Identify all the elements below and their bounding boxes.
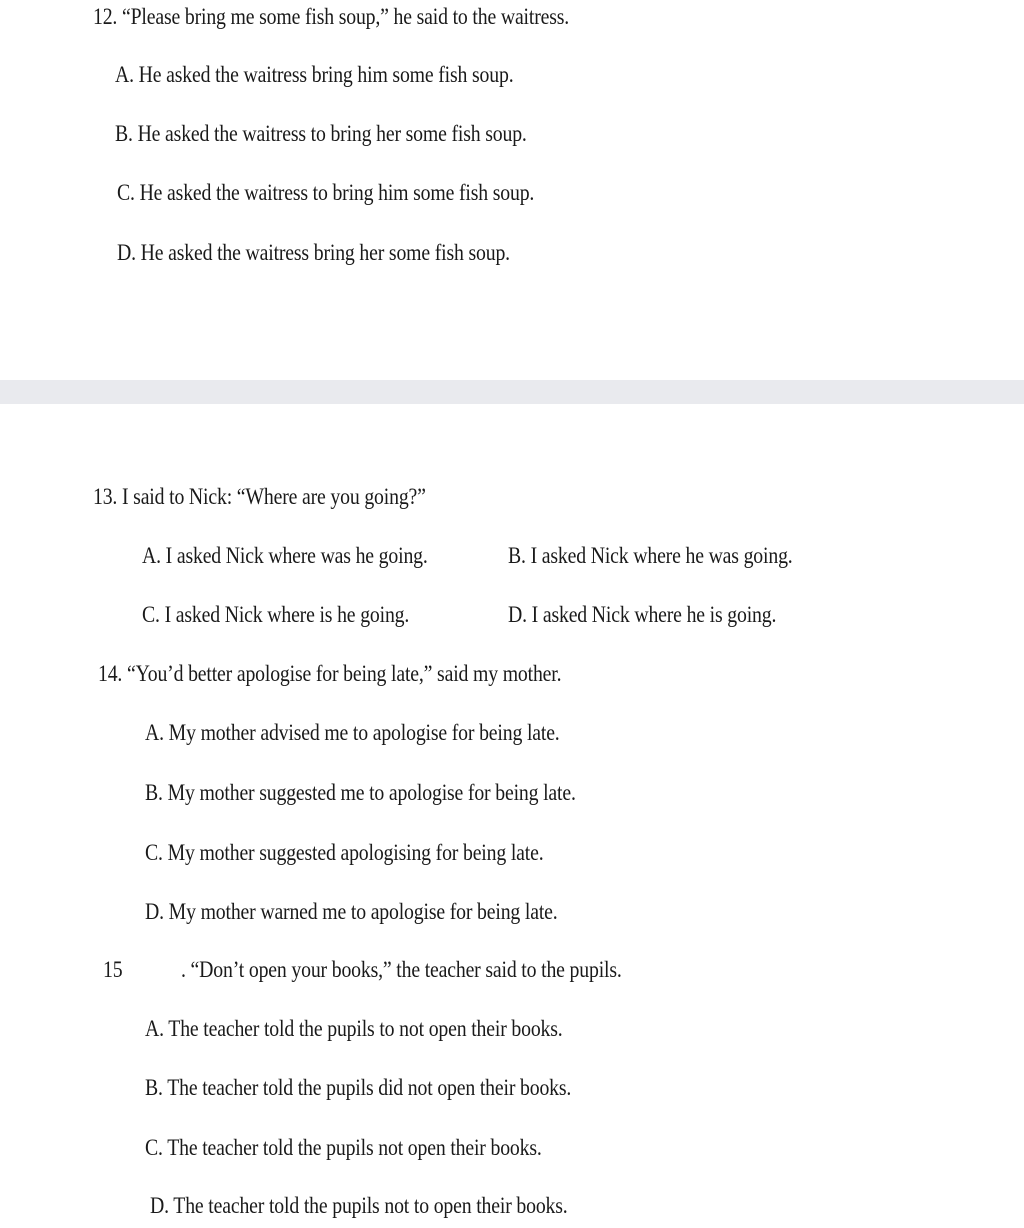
- question-13-option-b: B. I asked Nick where he was going.: [508, 543, 793, 568]
- question-14-stem: 14. “You’d better apologise for being late,” said my mother.: [98, 661, 562, 686]
- question-12-option-b: B. He asked the waitress to bring her some fish soup.: [115, 121, 527, 146]
- question-12-option-c: C. He asked the waitress to bring him some fish soup.: [117, 180, 535, 205]
- question-15-option-a: A. The teacher told the pupils to not open their books.: [145, 1016, 563, 1041]
- question-15-option-d: D. The teacher told the pupils not to open their books.: [150, 1193, 568, 1218]
- question-13-option-a: A. I asked Nick where was he going.: [142, 543, 428, 568]
- question-15-number: 15: [103, 957, 123, 982]
- question-15-option-b: B. The teacher told the pupils did not open their books.: [145, 1075, 572, 1100]
- question-13-option-c: C. I asked Nick where is he going.: [142, 602, 410, 627]
- question-13-option-d: D. I asked Nick where he is going.: [508, 602, 777, 627]
- question-14-option-a: A. My mother advised me to apologise for being late.: [145, 720, 560, 745]
- page-divider: [0, 380, 1024, 404]
- question-12-option-a: A. He asked the waitress bring him some fish soup.: [115, 62, 514, 87]
- question-15-option-c: C. The teacher told the pupils not open their books.: [145, 1135, 542, 1160]
- question-14-option-d: D. My mother warned me to apologise for being late.: [145, 899, 558, 924]
- question-14-option-c: C. My mother suggested apologising for being late.: [145, 840, 544, 865]
- question-12-option-d: D. He asked the waitress bring her some fish soup.: [117, 240, 510, 265]
- question-14-option-b: B. My mother suggested me to apologise for being late.: [145, 780, 576, 805]
- question-13-stem: 13. I said to Nick: “Where are you going?”: [93, 484, 426, 509]
- question-12-stem: 12. “Please bring me some fish soup,” he said to the waitress.: [93, 4, 570, 29]
- question-15-stem: . “Don’t open your books,” the teacher said to the pupils.: [181, 957, 622, 982]
